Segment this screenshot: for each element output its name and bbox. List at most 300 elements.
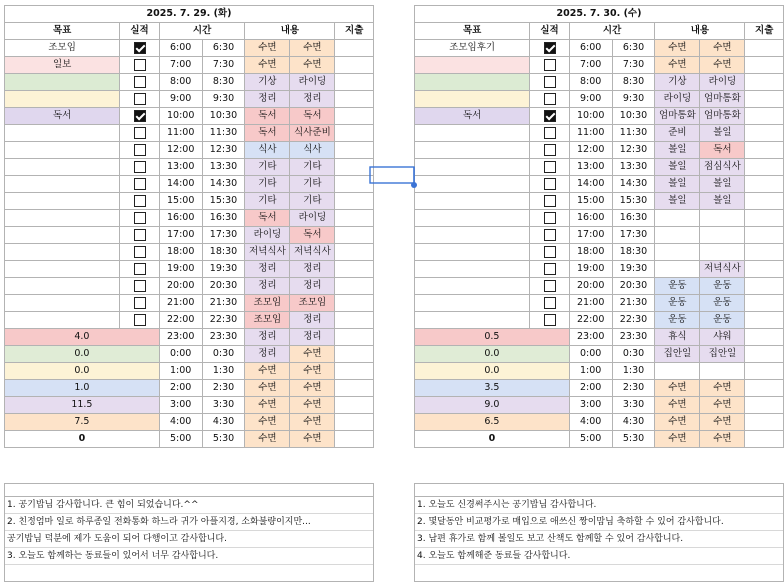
goal-cell[interactable]: 독서 bbox=[5, 108, 120, 125]
checkbox[interactable] bbox=[544, 212, 556, 224]
note-line: 1. 오늘도 신경써주시는 공기밥님 감사합니다. bbox=[415, 497, 783, 514]
spend-cell[interactable] bbox=[745, 227, 784, 244]
activity-cell[interactable]: 수면 bbox=[245, 397, 290, 414]
activity-cell[interactable]: 점심식사 bbox=[700, 159, 745, 176]
activity-cell[interactable]: 기상 bbox=[245, 74, 290, 91]
activity-cell[interactable] bbox=[655, 244, 700, 261]
summary-row bbox=[415, 397, 784, 414]
checkbox[interactable] bbox=[134, 297, 146, 309]
start-time: 11:00 bbox=[569, 125, 612, 142]
done-cell bbox=[530, 227, 570, 244]
done-cell bbox=[530, 176, 570, 193]
summary-row bbox=[5, 431, 374, 448]
activity-cell[interactable]: 독서 bbox=[245, 108, 290, 125]
time-row bbox=[415, 142, 784, 159]
date-title: 2025. 7. 29. (화) bbox=[5, 6, 374, 23]
spend-cell[interactable] bbox=[745, 91, 784, 108]
done-cell bbox=[530, 261, 570, 278]
activity-cell[interactable]: 운동 bbox=[655, 278, 700, 295]
spend-cell[interactable] bbox=[745, 57, 784, 74]
done-cell bbox=[530, 295, 570, 312]
start-time: 7:00 bbox=[569, 57, 612, 74]
checkbox[interactable] bbox=[134, 127, 146, 139]
activity-cell[interactable]: 라이딩 bbox=[700, 74, 745, 91]
activity-cell[interactable] bbox=[655, 261, 700, 278]
start-time: 0:00 bbox=[569, 346, 612, 363]
spend-cell[interactable] bbox=[335, 380, 374, 397]
activity-cell[interactable]: 정리 bbox=[245, 261, 290, 278]
summary-row bbox=[415, 346, 784, 363]
spend-cell[interactable] bbox=[335, 210, 374, 227]
activity-cell[interactable]: 정리 bbox=[290, 261, 335, 278]
activity-cell[interactable]: 운동 bbox=[700, 312, 745, 329]
activity-cell[interactable]: 운동 bbox=[700, 278, 745, 295]
checkbox[interactable] bbox=[544, 127, 556, 139]
activity-cell[interactable]: 볼일 bbox=[655, 159, 700, 176]
activity-cell[interactable]: 볼일 bbox=[655, 193, 700, 210]
start-time: 2:00 bbox=[569, 380, 612, 397]
activity-cell[interactable]: 라이딩 bbox=[245, 227, 290, 244]
spend-cell[interactable] bbox=[335, 142, 374, 159]
start-time: 5:00 bbox=[159, 431, 202, 448]
start-time: 9:00 bbox=[569, 91, 612, 108]
activity-cell[interactable]: 수면 bbox=[700, 397, 745, 414]
done-cell bbox=[530, 278, 570, 295]
activity-cell[interactable]: 수면 bbox=[290, 414, 335, 431]
goal-cell[interactable] bbox=[5, 295, 120, 312]
spend-cell[interactable] bbox=[335, 125, 374, 142]
checkbox[interactable] bbox=[134, 93, 146, 105]
time-row bbox=[5, 312, 374, 329]
activity-cell[interactable]: 볼일 bbox=[700, 193, 745, 210]
checkbox[interactable] bbox=[134, 59, 146, 71]
spend-cell[interactable] bbox=[335, 57, 374, 74]
activity-cell[interactable]: 수면 bbox=[655, 380, 700, 397]
goal-cell[interactable] bbox=[415, 227, 530, 244]
done-cell bbox=[120, 125, 160, 142]
checked-checkbox[interactable] bbox=[544, 110, 556, 122]
checkbox[interactable] bbox=[134, 212, 146, 224]
start-time: 20:00 bbox=[569, 278, 612, 295]
activity-cell[interactable]: 수면 bbox=[655, 414, 700, 431]
note-line: 2. 친정엄마 일로 하루종일 전화통화 하느라 귀가 아플지경, 소화불량이지만... bbox=[5, 514, 373, 531]
done-cell bbox=[530, 125, 570, 142]
activity-cell[interactable]: 독서 bbox=[290, 227, 335, 244]
spend-cell[interactable] bbox=[745, 278, 784, 295]
time-row bbox=[415, 57, 784, 74]
summary-row bbox=[5, 329, 374, 346]
activity-cell[interactable]: 정리 bbox=[290, 312, 335, 329]
activity-cell[interactable]: 기타 bbox=[290, 176, 335, 193]
time-row bbox=[5, 159, 374, 176]
spend-cell[interactable] bbox=[335, 397, 374, 414]
end-time: 0:30 bbox=[202, 346, 245, 363]
spend-cell[interactable] bbox=[335, 312, 374, 329]
spend-cell[interactable] bbox=[745, 142, 784, 159]
summary-row bbox=[5, 414, 374, 431]
goal-cell[interactable] bbox=[5, 91, 120, 108]
spend-cell[interactable] bbox=[335, 74, 374, 91]
summary-row bbox=[415, 380, 784, 397]
summary-value: 6.5 bbox=[415, 414, 570, 431]
checkbox[interactable] bbox=[544, 280, 556, 292]
activity-cell[interactable]: 운동 bbox=[655, 312, 700, 329]
spend-cell[interactable] bbox=[335, 278, 374, 295]
activity-cell[interactable]: 저녁식사 bbox=[290, 244, 335, 261]
activity-cell[interactable]: 조모임 bbox=[290, 295, 335, 312]
activity-cell[interactable]: 수면 bbox=[245, 380, 290, 397]
time-row bbox=[415, 74, 784, 91]
start-time: 12:00 bbox=[159, 142, 202, 159]
spend-cell[interactable] bbox=[745, 108, 784, 125]
goal-cell[interactable]: 조모임후기 bbox=[415, 40, 530, 57]
activity-cell[interactable]: 식사준비 bbox=[290, 125, 335, 142]
activity-cell[interactable]: 라이딩 bbox=[290, 74, 335, 91]
checked-checkbox[interactable] bbox=[134, 42, 146, 54]
goal-cell[interactable]: 일보 bbox=[5, 57, 120, 74]
activity-cell[interactable]: 기상 bbox=[655, 74, 700, 91]
activity-cell[interactable]: 집안일 bbox=[655, 346, 700, 363]
time-row bbox=[415, 210, 784, 227]
checkbox[interactable] bbox=[134, 178, 146, 190]
activity-cell[interactable]: 조모임 bbox=[245, 312, 290, 329]
start-time: 13:00 bbox=[569, 159, 612, 176]
start-time: 1:00 bbox=[569, 363, 612, 380]
activity-cell[interactable]: 휴식 bbox=[655, 329, 700, 346]
spend-cell[interactable] bbox=[745, 159, 784, 176]
checkbox[interactable] bbox=[544, 297, 556, 309]
end-time: 7:30 bbox=[202, 57, 245, 74]
end-time: 19:30 bbox=[612, 261, 655, 278]
start-time: 22:00 bbox=[569, 312, 612, 329]
checkbox[interactable] bbox=[544, 93, 556, 105]
goal-cell[interactable] bbox=[415, 57, 530, 74]
done-cell bbox=[120, 295, 160, 312]
activity-cell[interactable]: 샤워 bbox=[700, 329, 745, 346]
daily-sheet-right bbox=[414, 5, 784, 561]
checkbox[interactable] bbox=[134, 246, 146, 258]
checkbox[interactable] bbox=[134, 161, 146, 173]
goal-cell[interactable] bbox=[5, 312, 120, 329]
time-row bbox=[415, 312, 784, 329]
end-time: 15:30 bbox=[612, 193, 655, 210]
activity-cell[interactable]: 운동 bbox=[700, 295, 745, 312]
time-row bbox=[5, 176, 374, 193]
checkbox[interactable] bbox=[134, 280, 146, 292]
end-time: 6:30 bbox=[612, 40, 655, 57]
start-time: 9:00 bbox=[159, 91, 202, 108]
activity-cell[interactable]: 기타 bbox=[245, 176, 290, 193]
checkbox[interactable] bbox=[544, 144, 556, 156]
selection-handle[interactable] bbox=[411, 182, 417, 188]
note-blank-line bbox=[5, 565, 373, 581]
goal-cell[interactable] bbox=[5, 74, 120, 91]
header-time: 시간 bbox=[569, 23, 655, 40]
spend-cell[interactable] bbox=[335, 329, 374, 346]
spend-cell[interactable] bbox=[745, 329, 784, 346]
goal-cell[interactable] bbox=[5, 244, 120, 261]
spend-cell[interactable] bbox=[745, 176, 784, 193]
end-time: 14:30 bbox=[612, 176, 655, 193]
spend-cell[interactable] bbox=[335, 227, 374, 244]
activity-cell[interactable]: 독서 bbox=[700, 142, 745, 159]
goal-cell[interactable] bbox=[415, 91, 530, 108]
start-time: 22:00 bbox=[159, 312, 202, 329]
activity-cell[interactable] bbox=[700, 227, 745, 244]
goal-cell[interactable] bbox=[5, 193, 120, 210]
goal-cell[interactable] bbox=[415, 74, 530, 91]
activity-cell[interactable]: 엄마통화 bbox=[700, 91, 745, 108]
activity-cell[interactable]: 수면 bbox=[245, 414, 290, 431]
checkbox[interactable] bbox=[134, 314, 146, 326]
activity-cell[interactable]: 엄마통화 bbox=[700, 108, 745, 125]
summary-value: 3.5 bbox=[415, 380, 570, 397]
checkbox[interactable] bbox=[134, 144, 146, 156]
schedule-body bbox=[415, 6, 784, 448]
spend-cell[interactable] bbox=[745, 40, 784, 57]
spend-cell[interactable] bbox=[745, 210, 784, 227]
activity-cell[interactable] bbox=[655, 363, 700, 380]
start-time: 10:00 bbox=[569, 108, 612, 125]
activity-cell[interactable] bbox=[700, 210, 745, 227]
spend-cell[interactable] bbox=[335, 431, 374, 448]
activity-cell[interactable]: 식사 bbox=[290, 142, 335, 159]
spend-cell[interactable] bbox=[745, 363, 784, 380]
activity-cell[interactable]: 저녁식사 bbox=[700, 261, 745, 278]
time-row bbox=[5, 261, 374, 278]
time-row bbox=[415, 278, 784, 295]
activity-cell[interactable]: 라이딩 bbox=[290, 210, 335, 227]
activity-cell[interactable]: 수면 bbox=[290, 40, 335, 57]
end-time: 3:30 bbox=[202, 397, 245, 414]
activity-cell[interactable]: 볼일 bbox=[655, 176, 700, 193]
activity-cell[interactable] bbox=[655, 227, 700, 244]
spend-cell[interactable] bbox=[745, 414, 784, 431]
spend-cell[interactable] bbox=[745, 380, 784, 397]
activity-cell[interactable]: 엄마통화 bbox=[655, 108, 700, 125]
end-time: 12:30 bbox=[202, 142, 245, 159]
activity-cell[interactable]: 수면 bbox=[245, 40, 290, 57]
header-row bbox=[415, 23, 784, 40]
activity-cell[interactable]: 라이딩 bbox=[655, 91, 700, 108]
summary-value: 0.0 bbox=[5, 346, 160, 363]
activity-cell[interactable] bbox=[700, 244, 745, 261]
spend-cell[interactable] bbox=[335, 295, 374, 312]
checkbox[interactable] bbox=[544, 76, 556, 88]
activity-cell[interactable]: 정리 bbox=[245, 329, 290, 346]
activity-cell[interactable]: 수면 bbox=[290, 346, 335, 363]
spend-cell[interactable] bbox=[745, 244, 784, 261]
activity-cell[interactable]: 수면 bbox=[700, 40, 745, 57]
goal-cell[interactable] bbox=[415, 159, 530, 176]
spend-cell[interactable] bbox=[335, 261, 374, 278]
time-row bbox=[5, 57, 374, 74]
goal-cell[interactable] bbox=[415, 312, 530, 329]
activity-cell[interactable]: 정리 bbox=[290, 329, 335, 346]
goal-cell[interactable] bbox=[5, 210, 120, 227]
activity-cell[interactable]: 정리 bbox=[290, 91, 335, 108]
goal-cell[interactable] bbox=[415, 278, 530, 295]
done-cell bbox=[530, 74, 570, 91]
end-time: 5:30 bbox=[612, 431, 655, 448]
activity-cell[interactable]: 식사 bbox=[245, 142, 290, 159]
spend-cell[interactable] bbox=[335, 244, 374, 261]
daily-sheet-left bbox=[4, 5, 374, 561]
goal-cell[interactable] bbox=[415, 176, 530, 193]
time-row bbox=[5, 193, 374, 210]
goal-cell[interactable]: 독서 bbox=[415, 108, 530, 125]
spend-cell[interactable] bbox=[335, 108, 374, 125]
spend-cell[interactable] bbox=[745, 397, 784, 414]
spend-cell[interactable] bbox=[335, 346, 374, 363]
spend-cell[interactable] bbox=[335, 414, 374, 431]
activity-cell[interactable]: 수면 bbox=[655, 40, 700, 57]
activity-cell[interactable]: 기타 bbox=[245, 193, 290, 210]
goal-cell[interactable] bbox=[415, 295, 530, 312]
end-time: 13:30 bbox=[612, 159, 655, 176]
activity-cell[interactable]: 집안일 bbox=[700, 346, 745, 363]
goal-cell[interactable] bbox=[5, 176, 120, 193]
done-cell bbox=[530, 91, 570, 108]
activity-cell[interactable]: 정리 bbox=[245, 346, 290, 363]
activity-cell[interactable]: 수면 bbox=[700, 380, 745, 397]
checkbox[interactable] bbox=[544, 246, 556, 258]
spend-cell[interactable] bbox=[335, 91, 374, 108]
checkbox[interactable] bbox=[544, 161, 556, 173]
summary-row bbox=[415, 363, 784, 380]
spend-cell[interactable] bbox=[745, 346, 784, 363]
note-line: 공기밥님 덕분에 제가 도움이 되어 다행이고 감사합니다. bbox=[5, 531, 373, 548]
spend-cell[interactable] bbox=[335, 40, 374, 57]
activity-cell[interactable]: 저녁식사 bbox=[245, 244, 290, 261]
activity-cell[interactable]: 수면 bbox=[245, 363, 290, 380]
spend-cell[interactable] bbox=[335, 193, 374, 210]
activity-cell[interactable]: 수면 bbox=[290, 363, 335, 380]
checkbox[interactable] bbox=[134, 229, 146, 241]
time-row bbox=[415, 176, 784, 193]
activity-cell[interactable]: 기타 bbox=[290, 159, 335, 176]
activity-cell[interactable]: 수면 bbox=[290, 431, 335, 448]
done-cell bbox=[120, 244, 160, 261]
activity-cell[interactable]: 수면 bbox=[290, 397, 335, 414]
checkbox[interactable] bbox=[544, 178, 556, 190]
spend-cell[interactable] bbox=[745, 261, 784, 278]
goal-cell[interactable] bbox=[5, 278, 120, 295]
end-time: 23:30 bbox=[202, 329, 245, 346]
activity-cell[interactable]: 수면 bbox=[290, 57, 335, 74]
activity-cell[interactable]: 운동 bbox=[655, 295, 700, 312]
checkbox[interactable] bbox=[544, 263, 556, 275]
activity-cell[interactable]: 기타 bbox=[245, 159, 290, 176]
notes-spacer bbox=[415, 483, 783, 497]
activity-cell[interactable]: 수면 bbox=[245, 431, 290, 448]
activity-cell[interactable]: 정리 bbox=[245, 91, 290, 108]
goal-cell[interactable] bbox=[5, 227, 120, 244]
spend-cell[interactable] bbox=[745, 193, 784, 210]
end-time: 3:30 bbox=[612, 397, 655, 414]
done-cell bbox=[120, 261, 160, 278]
checkbox[interactable] bbox=[544, 59, 556, 71]
activity-cell[interactable]: 준비 bbox=[655, 125, 700, 142]
activity-cell[interactable]: 독서 bbox=[290, 108, 335, 125]
activity-cell[interactable] bbox=[700, 363, 745, 380]
header-done: 실적 bbox=[120, 23, 160, 40]
checked-checkbox[interactable] bbox=[544, 42, 556, 54]
summary-value: 11.5 bbox=[5, 397, 160, 414]
time-row bbox=[5, 210, 374, 227]
spend-cell[interactable] bbox=[745, 295, 784, 312]
spend-cell[interactable] bbox=[745, 125, 784, 142]
activity-cell[interactable]: 볼일 bbox=[655, 142, 700, 159]
done-cell bbox=[120, 312, 160, 329]
time-row bbox=[415, 261, 784, 278]
activity-cell[interactable]: 정리 bbox=[290, 278, 335, 295]
activity-cell[interactable]: 독서 bbox=[245, 210, 290, 227]
goal-cell[interactable] bbox=[5, 142, 120, 159]
activity-cell[interactable]: 수면 bbox=[655, 57, 700, 74]
time-row bbox=[415, 91, 784, 108]
start-time: 0:00 bbox=[159, 346, 202, 363]
spend-cell[interactable] bbox=[745, 312, 784, 329]
activity-cell[interactable]: 볼일 bbox=[700, 125, 745, 142]
activity-cell[interactable]: 수면 bbox=[290, 380, 335, 397]
note-blank-line bbox=[415, 565, 783, 581]
header-content: 내용 bbox=[655, 23, 745, 40]
activity-cell[interactable]: 수면 bbox=[700, 414, 745, 431]
activity-cell[interactable]: 기타 bbox=[290, 193, 335, 210]
goal-cell[interactable] bbox=[415, 142, 530, 159]
checkbox[interactable] bbox=[134, 76, 146, 88]
activity-cell[interactable]: 볼일 bbox=[700, 176, 745, 193]
start-time: 13:00 bbox=[159, 159, 202, 176]
activity-cell[interactable] bbox=[655, 210, 700, 227]
summary-value: 0.0 bbox=[415, 346, 570, 363]
title-row bbox=[415, 6, 784, 23]
end-time: 9:30 bbox=[612, 91, 655, 108]
summary-value: 4.0 bbox=[5, 329, 160, 346]
goal-cell[interactable] bbox=[5, 261, 120, 278]
activity-cell[interactable]: 조모임 bbox=[245, 295, 290, 312]
activity-cell[interactable]: 독서 bbox=[245, 125, 290, 142]
header-goal: 목표 bbox=[5, 23, 120, 40]
goal-cell[interactable] bbox=[415, 244, 530, 261]
time-row bbox=[5, 278, 374, 295]
goal-cell[interactable]: 조모임 bbox=[5, 40, 120, 57]
activity-cell[interactable]: 정리 bbox=[245, 278, 290, 295]
goal-cell[interactable] bbox=[5, 125, 120, 142]
checkbox[interactable] bbox=[544, 229, 556, 241]
goal-cell[interactable] bbox=[415, 125, 530, 142]
activity-cell[interactable]: 수면 bbox=[700, 431, 745, 448]
activity-cell[interactable]: 수면 bbox=[655, 431, 700, 448]
spend-cell[interactable] bbox=[745, 74, 784, 91]
checkbox[interactable] bbox=[134, 263, 146, 275]
done-cell bbox=[530, 312, 570, 329]
checked-checkbox[interactable] bbox=[134, 110, 146, 122]
spend-cell[interactable] bbox=[745, 431, 784, 448]
spend-cell[interactable] bbox=[335, 363, 374, 380]
goal-cell[interactable] bbox=[415, 193, 530, 210]
checkbox[interactable] bbox=[544, 195, 556, 207]
activity-cell[interactable]: 수면 bbox=[245, 57, 290, 74]
checkbox[interactable] bbox=[134, 195, 146, 207]
goal-cell[interactable] bbox=[5, 159, 120, 176]
activity-cell[interactable]: 수면 bbox=[700, 57, 745, 74]
activity-cell[interactable]: 수면 bbox=[655, 397, 700, 414]
goal-cell[interactable] bbox=[415, 261, 530, 278]
checkbox[interactable] bbox=[544, 314, 556, 326]
goal-cell[interactable] bbox=[415, 210, 530, 227]
